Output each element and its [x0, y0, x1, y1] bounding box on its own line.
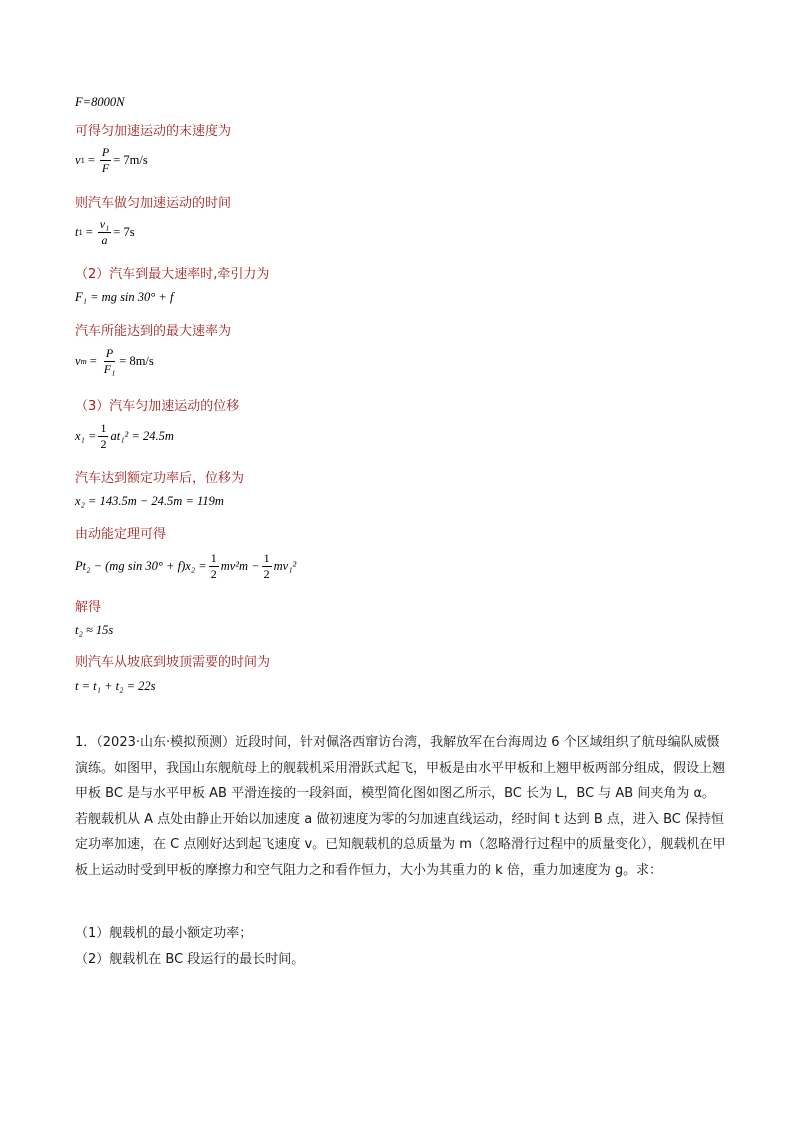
- max-speed-label: 汽车所能达到的最大速率为: [75, 324, 232, 339]
- eq-energy-frac2-den: 2: [263, 566, 270, 581]
- eq-energy-frac1-den: 2: [210, 566, 217, 581]
- eq-t1-lhs: t: [75, 224, 79, 239]
- equation-t1: t 1 = $\frac{\text{v₁}}{a}$ = 7s: [75, 217, 135, 247]
- eq-t1-den: a: [101, 232, 108, 247]
- eq-x1-num: 1: [100, 421, 107, 435]
- equation-total: t = t₁ + t₂ = 22s: [75, 679, 156, 693]
- eq-energy-mid: mv²m −: [220, 558, 260, 573]
- force-result: F=8000N: [75, 95, 125, 109]
- eq-vm-lhs: v: [75, 353, 81, 368]
- question-sub2: （2）舰载机在 BC 段运行的最长时间。: [75, 952, 305, 967]
- part3-label: （3）汽车匀加速运动的位移: [75, 399, 240, 414]
- eq-energy-frac1-num: 1: [210, 551, 217, 565]
- part2-label: （2）汽车到最大速率时,牵引力为: [75, 267, 270, 282]
- eq-t1-result: = 7s: [113, 224, 135, 239]
- eq-v1-den: F: [101, 160, 110, 175]
- eq-x1-result: at₁² = 24.5m: [110, 428, 174, 443]
- eq-x1-den: 2: [100, 436, 107, 451]
- equation-vm: v m = $\frac{P}{\text{F₁}}$ = 8m/s: [75, 346, 154, 376]
- question-sub1: （1）舰载机的最小额定功率；: [75, 926, 253, 941]
- time-label: 则汽车做匀加速运动的时间: [75, 196, 232, 211]
- eq-vm-result: = 8m/s: [119, 353, 154, 368]
- total-time-label: 则汽车从坡底到坡顶需要的时间为: [75, 655, 271, 670]
- eq-v1-sub: 1: [80, 155, 85, 166]
- eq-energy-frac2-num: 1: [263, 551, 270, 565]
- eq-vm-num: P: [105, 346, 114, 360]
- solve-label: 解得: [75, 600, 102, 615]
- eq-t1-sub: 1: [78, 227, 83, 238]
- eq-energy-left: Pt₂ − (mg sin 30° + f)x₂ =: [75, 558, 207, 573]
- theorem-label: 由动能定理可得: [75, 527, 167, 542]
- equation-F1: F₁ = mg sin 30° + f: [75, 290, 174, 304]
- end-speed-label: 可得匀加速运动的末速度为: [75, 124, 232, 139]
- equation-energy: [75, 552, 296, 580]
- equation-t2: t₂ ≈ 15s: [75, 623, 114, 637]
- question-text: 1．（2023·山东·模拟预测）近段时间，针对佩洛西窜访台湾，我解放军在台海周边 6 个区域组织了航母编队威慑演练。如图甲，我国山东舰航母上的舰载机采用滑跃式起飞，甲板是由水平甲板和上翘甲板两部分组成，假设上翘甲板 BC 是与水平甲板 AB 平滑连接的一段斜面，模型简化图如图乙所示，BC 长为 L，BC 与 AB 间夹角为 α。若舰载机从 A 点处由静止开始以加速度 a 做初速度为零的匀加速直线运动，经时间 t 达到 B 点，进入 BC 保持恒定功率加速，在 C 点刚好达到起飞速度 v。已知舰载机的总质量为 m（忽略滑行过程中的质量变化），舰载机在甲板上运动时受到甲板的摩擦力和空气阻力之和看作恒力，大小为其重力的 k 倍，重力加速度为 g。求：: [75, 735, 726, 878]
- equation-x1: [75, 422, 174, 450]
- equation-x2: x₂ = 143.5m − 24.5m = 119m: [75, 494, 224, 508]
- eq-v1-result: = 7m/s: [113, 152, 148, 167]
- eq-v1-num: P: [101, 145, 110, 159]
- eq-vm-den: F₁: [103, 361, 116, 376]
- eq-vm-sub: m: [80, 356, 87, 367]
- eq-x1-lhs: x₁ =: [75, 428, 97, 443]
- eq-v1-lhs: v: [75, 152, 81, 167]
- eq-energy-end: mv₁²: [273, 558, 297, 573]
- eq-t1-num: v₁: [99, 217, 110, 231]
- equation-v1: v 1 = $\frac{P}{F}$ = 7m/s: [75, 145, 148, 175]
- rated-power-label: 汽车达到额定功率后，位移为: [75, 471, 245, 486]
